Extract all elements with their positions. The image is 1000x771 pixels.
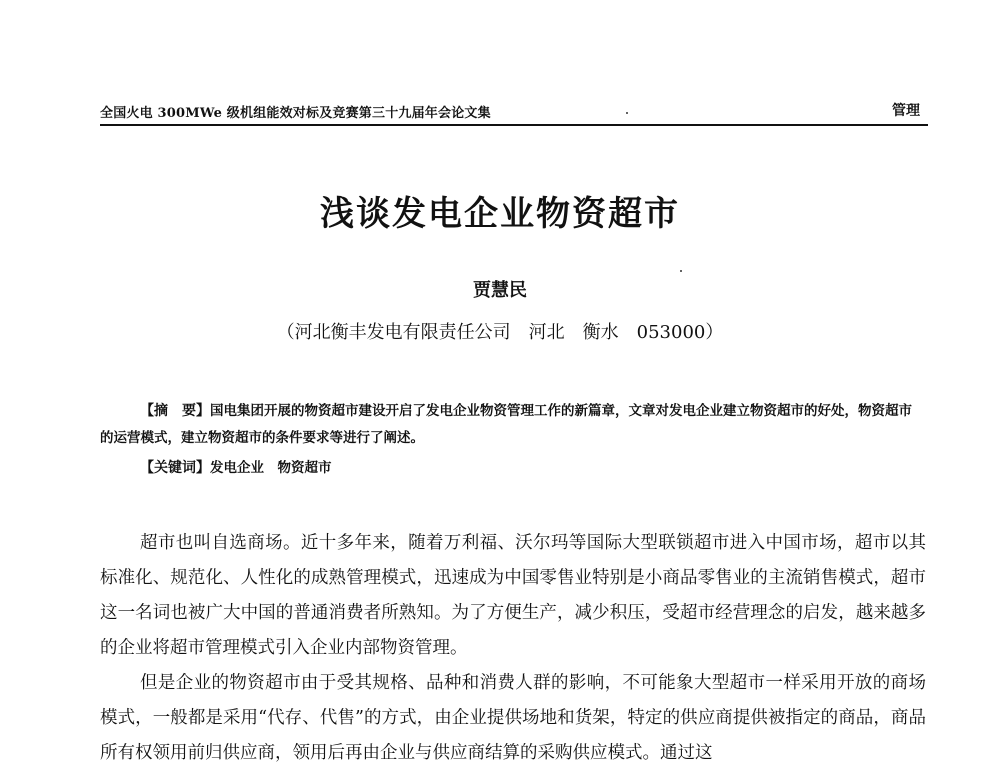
keywords-label: 【关键词】 [140, 460, 210, 476]
author: 贾慧民 [473, 280, 527, 301]
keywords [140, 456, 332, 477]
abstract [100, 398, 925, 452]
scan-speck [680, 270, 682, 272]
keywords-text: 发电企业 物资超市 [210, 460, 332, 476]
body-text [100, 526, 926, 771]
scan-speck [626, 112, 628, 114]
abstract-label: 【摘 要】 [140, 403, 210, 419]
abstract-line [100, 398, 925, 452]
body-paragraph-2: 但是企业的物资超市由于受其规格、品种和消费人群的影响，不可能象大型超市一样采用开放的商场模式，一般都是采用“代存、代售”的方式，由企业提供场地和货架，特定的供应商提供被指定的商品，商品所有权领用前归供应商，领用后再由企业与供应商结算的采购供应模式。通过这 [100, 673, 926, 763]
running-header [100, 98, 928, 126]
body-paragraph-1: 超市也叫自选商场。近十多年来，随着万利福、沃尔玛等国际大型联锁超市进入中国市场，超市以其标准化、规范化、人性化的成熟管理模式，迅速成为中国零售业特别是小商品零售业的主流销售模式，超市这一名词也被广大中国的普通消费者所熟知。为了方便生产，减少积压，受超市经营理念的启发，越来越多的企业将超市管理模式引入企业内部物资管理。 [100, 533, 926, 658]
affiliation: （河北衡丰发电有限责任公司 河北 衡水 053000） [276, 322, 724, 343]
abstract-text: 国电集团开展的物资超市建设开启了发电企业物资管理工作的新篇章，文章对发电企业建立物资超市的好处，物资超市的运营模式，建立物资超市的条件要求等进行了阐述。 [100, 403, 912, 446]
header-proceedings-title: 全国火电 300MWe 级机组能效对标及竞赛第三十九届年会论文集 [100, 106, 491, 121]
header-section: 管理 [892, 103, 920, 119]
paper-title: 浅谈发电企业物资超市 [320, 194, 680, 234]
